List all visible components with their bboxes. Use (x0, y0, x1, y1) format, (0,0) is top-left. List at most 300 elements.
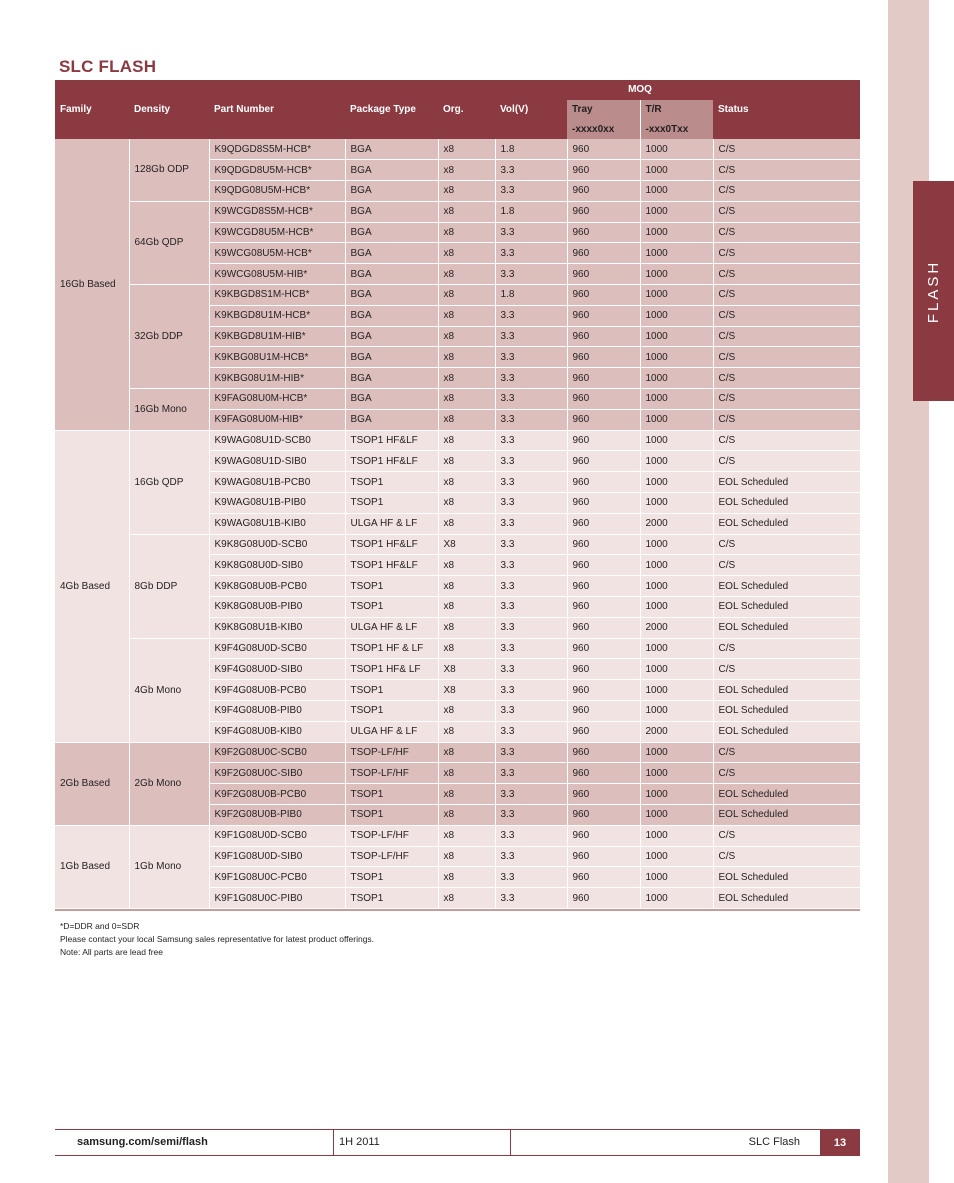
header-part-number: Part Number (209, 80, 345, 139)
vol-cell: 3.3 (495, 846, 567, 867)
tr-moq-cell: 1000 (640, 597, 713, 618)
vol-cell: 3.3 (495, 597, 567, 618)
tray-moq-cell: 960 (567, 534, 640, 555)
tray-moq-cell: 960 (567, 472, 640, 493)
package-type-cell: BGA (345, 264, 438, 285)
tr-moq-cell: 1000 (640, 534, 713, 555)
tr-moq-cell: 1000 (640, 139, 713, 160)
status-cell: C/S (713, 264, 860, 285)
package-type-cell: BGA (345, 243, 438, 264)
org-cell: x8 (438, 701, 495, 722)
density-cell: 2Gb Mono (129, 742, 209, 825)
package-type-cell: BGA (345, 368, 438, 389)
table-row (55, 825, 860, 846)
family-group (55, 430, 860, 742)
vol-cell: 3.3 (495, 326, 567, 347)
table-row (55, 638, 860, 659)
status-cell: C/S (713, 347, 860, 368)
package-type-cell: BGA (345, 285, 438, 306)
right-margin-stripe (888, 0, 929, 1183)
footnote: Note: All parts are lead free (60, 947, 164, 957)
tr-moq-cell: 1000 (640, 888, 713, 909)
tr-moq-cell: 1000 (640, 264, 713, 285)
tray-moq-cell: 960 (567, 659, 640, 680)
density-cell: 16Gb Mono (129, 389, 209, 431)
status-cell: C/S (713, 825, 860, 846)
part-number-cell: K9KBG08U1M-HIB* (209, 368, 345, 389)
org-cell: x8 (438, 576, 495, 597)
status-cell: C/S (713, 451, 860, 472)
tr-moq-cell: 1000 (640, 243, 713, 264)
tray-moq-cell: 960 (567, 139, 640, 160)
part-number-cell: K9F1G08U0C-PCB0 (209, 867, 345, 888)
tr-moq-cell: 1000 (640, 825, 713, 846)
tray-moq-cell: 960 (567, 638, 640, 659)
tr-moq-cell: 1000 (640, 555, 713, 576)
vol-cell: 3.3 (495, 534, 567, 555)
org-cell: x8 (438, 160, 495, 181)
package-type-cell: TSOP1 HF & LF (345, 638, 438, 659)
tr-moq-cell: 1000 (640, 201, 713, 222)
package-type-cell: TSOP-LF/HF (345, 742, 438, 763)
table-row (55, 742, 860, 763)
tray-moq-cell: 960 (567, 513, 640, 534)
side-tab-label: FLASH (925, 259, 943, 323)
tr-moq-cell: 1000 (640, 576, 713, 597)
tr-moq-cell: 1000 (640, 472, 713, 493)
vol-cell: 3.3 (495, 763, 567, 784)
tray-moq-cell: 960 (567, 805, 640, 826)
header-status: Status (713, 80, 860, 139)
family-group (55, 825, 860, 908)
tr-moq-cell: 1000 (640, 638, 713, 659)
package-type-cell: TSOP1 (345, 493, 438, 514)
tray-moq-cell: 960 (567, 576, 640, 597)
vol-cell: 3.3 (495, 368, 567, 389)
status-cell: EOL Scheduled (713, 617, 860, 638)
tr-moq-cell: 1000 (640, 680, 713, 701)
vol-cell: 3.3 (495, 430, 567, 451)
vol-cell: 3.3 (495, 513, 567, 534)
header-tr: T/R (640, 99, 713, 119)
tray-moq-cell: 960 (567, 888, 640, 909)
density-cell: 32Gb DDP (129, 285, 209, 389)
vol-cell: 3.3 (495, 472, 567, 493)
tray-moq-cell: 960 (567, 825, 640, 846)
org-cell: X8 (438, 534, 495, 555)
part-number-cell: K9F4G08U0B-KIB0 (209, 721, 345, 742)
org-cell: x8 (438, 201, 495, 222)
part-number-cell: K9WCGD8U5M-HCB* (209, 222, 345, 243)
package-type-cell: BGA (345, 389, 438, 410)
density-cell: 16Gb QDP (129, 430, 209, 534)
slc-flash-table (55, 80, 861, 911)
org-cell: x8 (438, 181, 495, 202)
org-cell: x8 (438, 264, 495, 285)
part-number-cell: K9K8G08U0D-SIB0 (209, 555, 345, 576)
package-type-cell: BGA (345, 409, 438, 430)
vol-cell: 3.3 (495, 181, 567, 202)
package-type-cell: TSOP1 (345, 576, 438, 597)
package-type-cell: BGA (345, 139, 438, 160)
page-title: SLC FLASH (59, 57, 157, 76)
tray-moq-cell: 960 (567, 326, 640, 347)
org-cell: x8 (438, 222, 495, 243)
tr-moq-cell: 2000 (640, 513, 713, 534)
org-cell: x8 (438, 409, 495, 430)
tr-moq-cell: 1000 (640, 493, 713, 514)
part-number-cell: K9F4G08U0D-SCB0 (209, 638, 345, 659)
footer-site-link[interactable]: samsung.com/semi/flash (77, 1136, 208, 1148)
family-cell: 4Gb Based (55, 430, 129, 742)
table-row (55, 430, 860, 451)
package-type-cell: ULGA HF & LF (345, 721, 438, 742)
page-number: 13 (820, 1129, 860, 1156)
status-cell: C/S (713, 243, 860, 264)
org-cell: x8 (438, 846, 495, 867)
part-number-cell: K9K8G08U1B-KIB0 (209, 617, 345, 638)
part-number-cell: K9WAG08U1D-SIB0 (209, 451, 345, 472)
density-cell: 8Gb DDP (129, 534, 209, 638)
tr-moq-cell: 1000 (640, 160, 713, 181)
density-cell: 128Gb ODP (129, 139, 209, 201)
part-number-cell: K9QDGD8S5M-HCB* (209, 139, 345, 160)
vol-cell: 3.3 (495, 222, 567, 243)
package-type-cell: BGA (345, 160, 438, 181)
header-family: Family (55, 80, 129, 139)
package-type-cell: BGA (345, 305, 438, 326)
part-number-cell: K9F4G08U0B-PIB0 (209, 701, 345, 722)
org-cell: x8 (438, 784, 495, 805)
package-type-cell: TSOP1 (345, 472, 438, 493)
tr-moq-cell: 1000 (640, 347, 713, 368)
package-type-cell: ULGA HF & LF (345, 513, 438, 534)
tray-moq-cell: 960 (567, 368, 640, 389)
vol-cell: 3.3 (495, 264, 567, 285)
part-number-cell: K9F1G08U0D-SIB0 (209, 846, 345, 867)
family-cell: 1Gb Based (55, 825, 129, 908)
part-number-cell: K9F2G08U0C-SCB0 (209, 742, 345, 763)
vol-cell: 3.3 (495, 451, 567, 472)
family-group (55, 742, 860, 825)
tr-moq-cell: 1000 (640, 805, 713, 826)
status-cell: EOL Scheduled (713, 805, 860, 826)
status-cell: C/S (713, 285, 860, 306)
org-cell: X8 (438, 659, 495, 680)
part-number-cell: K9F2G08U0C-SIB0 (209, 763, 345, 784)
density-cell: 1Gb Mono (129, 825, 209, 908)
vol-cell: 3.3 (495, 305, 567, 326)
status-cell: C/S (713, 555, 860, 576)
package-type-cell: TSOP1 (345, 784, 438, 805)
package-type-cell: TSOP1 (345, 701, 438, 722)
org-cell: x8 (438, 825, 495, 846)
table-row (55, 285, 860, 306)
package-type-cell: BGA (345, 181, 438, 202)
tr-moq-cell: 1000 (640, 846, 713, 867)
status-cell: EOL Scheduled (713, 597, 860, 618)
org-cell: x8 (438, 742, 495, 763)
family-cell: 2Gb Based (55, 742, 129, 825)
vol-cell: 3.3 (495, 160, 567, 181)
section-side-tab (913, 181, 954, 401)
status-cell: C/S (713, 763, 860, 784)
status-cell: EOL Scheduled (713, 867, 860, 888)
tray-moq-cell: 960 (567, 305, 640, 326)
tray-moq-cell: 960 (567, 181, 640, 202)
org-cell: x8 (438, 472, 495, 493)
header-tray: Tray (567, 99, 640, 119)
org-cell: x8 (438, 139, 495, 160)
tr-moq-cell: 1000 (640, 326, 713, 347)
part-number-cell: K9WCG08U5M-HCB* (209, 243, 345, 264)
table-row (55, 534, 860, 555)
vol-cell: 3.3 (495, 555, 567, 576)
vol-cell: 1.8 (495, 139, 567, 160)
vol-cell: 3.3 (495, 617, 567, 638)
tray-moq-cell: 960 (567, 493, 640, 514)
org-cell: x8 (438, 867, 495, 888)
header-vol: Vol(V) (495, 80, 567, 139)
tr-moq-cell: 1000 (640, 451, 713, 472)
vol-cell: 1.8 (495, 201, 567, 222)
part-number-cell: K9F1G08U0D-SCB0 (209, 825, 345, 846)
header-moq: MOQ (567, 80, 713, 99)
part-number-cell: K9QDG08U5M-HCB* (209, 181, 345, 202)
table-row (55, 389, 860, 410)
tr-moq-cell: 1000 (640, 305, 713, 326)
tray-moq-cell: 960 (567, 721, 640, 742)
org-cell: x8 (438, 597, 495, 618)
part-number-cell: K9F2G08U0B-PCB0 (209, 784, 345, 805)
tray-moq-cell: 960 (567, 285, 640, 306)
tray-moq-cell: 960 (567, 243, 640, 264)
part-number-cell: K9F2G08U0B-PIB0 (209, 805, 345, 826)
part-number-cell: K9WCG08U5M-HIB* (209, 264, 345, 285)
tr-moq-cell: 1000 (640, 763, 713, 784)
part-number-cell: K9K8G08U0B-PCB0 (209, 576, 345, 597)
tray-moq-cell: 960 (567, 389, 640, 410)
status-cell: C/S (713, 326, 860, 347)
part-number-cell: K9F1G08U0C-PIB0 (209, 888, 345, 909)
vol-cell: 3.3 (495, 701, 567, 722)
part-number-cell: K9KBGD8U1M-HIB* (209, 326, 345, 347)
tray-moq-cell: 960 (567, 597, 640, 618)
tray-moq-cell: 960 (567, 451, 640, 472)
status-cell: C/S (713, 659, 860, 680)
header-tray-suffix: -xxxx0xx (567, 119, 640, 139)
part-number-cell: K9F4G08U0D-SIB0 (209, 659, 345, 680)
status-cell: EOL Scheduled (713, 680, 860, 701)
tr-moq-cell: 1000 (640, 430, 713, 451)
tr-moq-cell: 1000 (640, 659, 713, 680)
org-cell: x8 (438, 493, 495, 514)
density-cell: 4Gb Mono (129, 638, 209, 742)
tr-moq-cell: 1000 (640, 181, 713, 202)
vol-cell: 3.3 (495, 659, 567, 680)
vol-cell: 3.3 (495, 347, 567, 368)
vol-cell: 1.8 (495, 285, 567, 306)
vol-cell: 3.3 (495, 243, 567, 264)
org-cell: x8 (438, 243, 495, 264)
org-cell: x8 (438, 721, 495, 742)
package-type-cell: BGA (345, 347, 438, 368)
vol-cell: 3.3 (495, 867, 567, 888)
org-cell: x8 (438, 888, 495, 909)
status-cell: C/S (713, 409, 860, 430)
status-cell: C/S (713, 638, 860, 659)
status-cell: C/S (713, 368, 860, 389)
status-cell: C/S (713, 534, 860, 555)
tr-moq-cell: 1000 (640, 867, 713, 888)
status-cell: C/S (713, 846, 860, 867)
part-number-cell: K9WAG08U1B-PCB0 (209, 472, 345, 493)
header-package-type: Package Type (345, 80, 438, 139)
tray-moq-cell: 960 (567, 617, 640, 638)
tr-moq-cell: 1000 (640, 784, 713, 805)
vol-cell: 3.3 (495, 784, 567, 805)
vol-cell: 3.3 (495, 888, 567, 909)
vol-cell: 3.3 (495, 721, 567, 742)
package-type-cell: TSOP1 (345, 597, 438, 618)
package-type-cell: TSOP1 (345, 680, 438, 701)
part-number-cell: K9KBGD8S1M-HCB* (209, 285, 345, 306)
header-org: Org. (438, 80, 495, 139)
part-number-cell: K9WCGD8S5M-HCB* (209, 201, 345, 222)
table-bottom-rule (55, 908, 860, 911)
org-cell: x8 (438, 763, 495, 784)
part-number-cell: K9K8G08U0B-PIB0 (209, 597, 345, 618)
part-number-cell: K9KBG08U1M-HCB* (209, 347, 345, 368)
org-cell: x8 (438, 638, 495, 659)
status-cell: C/S (713, 139, 860, 160)
part-number-cell: K9KBGD8U1M-HCB* (209, 305, 345, 326)
vol-cell: 3.3 (495, 825, 567, 846)
package-type-cell: BGA (345, 201, 438, 222)
tr-moq-cell: 1000 (640, 409, 713, 430)
org-cell: x8 (438, 305, 495, 326)
tr-moq-cell: 1000 (640, 389, 713, 410)
status-cell: C/S (713, 201, 860, 222)
footer-date: 1H 2011 (339, 1136, 380, 1148)
package-type-cell: TSOP-LF/HF (345, 825, 438, 846)
org-cell: x8 (438, 555, 495, 576)
package-type-cell: TSOP-LF/HF (345, 763, 438, 784)
tray-moq-cell: 960 (567, 201, 640, 222)
tray-moq-cell: 960 (567, 160, 640, 181)
tr-moq-cell: 2000 (640, 617, 713, 638)
org-cell: x8 (438, 389, 495, 410)
package-type-cell: TSOP1 (345, 888, 438, 909)
org-cell: x8 (438, 326, 495, 347)
org-cell: X8 (438, 680, 495, 701)
status-cell: EOL Scheduled (713, 576, 860, 597)
footer-divider (333, 1130, 334, 1155)
part-number-cell: K9WAG08U1B-PIB0 (209, 493, 345, 514)
package-type-cell: TSOP1 HF&LF (345, 534, 438, 555)
package-type-cell: TSOP1 HF&LF (345, 451, 438, 472)
tray-moq-cell: 960 (567, 222, 640, 243)
status-cell: C/S (713, 742, 860, 763)
header-density: Density (129, 80, 209, 139)
org-cell: x8 (438, 368, 495, 389)
package-type-cell: TSOP1 HF&LF (345, 430, 438, 451)
org-cell: x8 (438, 805, 495, 826)
vol-cell: 3.3 (495, 805, 567, 826)
footnotes (60, 920, 374, 959)
status-cell: EOL Scheduled (713, 784, 860, 805)
org-cell: x8 (438, 451, 495, 472)
org-cell: x8 (438, 617, 495, 638)
tray-moq-cell: 960 (567, 784, 640, 805)
footnote: *D=DDR and 0=SDR (60, 921, 140, 931)
status-cell: C/S (713, 222, 860, 243)
tray-moq-cell: 960 (567, 347, 640, 368)
tr-moq-cell: 1000 (640, 742, 713, 763)
family-cell: 16Gb Based (55, 139, 129, 430)
part-number-cell: K9K8G08U0D-SCB0 (209, 534, 345, 555)
density-cell: 64Gb QDP (129, 201, 209, 284)
package-type-cell: TSOP-LF/HF (345, 846, 438, 867)
package-type-cell: TSOP1 (345, 867, 438, 888)
tray-moq-cell: 960 (567, 763, 640, 784)
family-group (55, 139, 860, 430)
vol-cell: 3.3 (495, 638, 567, 659)
table-row (55, 201, 860, 222)
tray-moq-cell: 960 (567, 867, 640, 888)
org-cell: x8 (438, 347, 495, 368)
org-cell: x8 (438, 430, 495, 451)
tray-moq-cell: 960 (567, 680, 640, 701)
part-number-cell: K9QDGD8U5M-HCB* (209, 160, 345, 181)
vol-cell: 3.3 (495, 680, 567, 701)
tr-moq-cell: 1000 (640, 368, 713, 389)
package-type-cell: BGA (345, 222, 438, 243)
status-cell: EOL Scheduled (713, 493, 860, 514)
tray-moq-cell: 960 (567, 264, 640, 285)
package-type-cell: TSOP1 HF& LF (345, 659, 438, 680)
status-cell: C/S (713, 389, 860, 410)
footer-divider (510, 1130, 511, 1155)
part-number-cell: K9WAG08U1B-KIB0 (209, 513, 345, 534)
table-header (55, 80, 860, 139)
tr-moq-cell: 2000 (640, 721, 713, 742)
vol-cell: 3.3 (495, 742, 567, 763)
part-number-cell: K9FAG08U0M-HIB* (209, 409, 345, 430)
package-type-cell: ULGA HF & LF (345, 617, 438, 638)
page-footer (55, 1129, 860, 1156)
status-cell: C/S (713, 305, 860, 326)
header-tr-suffix: -xxx0Txx (640, 119, 713, 139)
footnote: Please contact your local Samsung sales representative for latest product offerings. (60, 934, 375, 944)
part-number-cell: K9WAG08U1D-SCB0 (209, 430, 345, 451)
tr-moq-cell: 1000 (640, 222, 713, 243)
package-type-cell: TSOP1 (345, 805, 438, 826)
tr-moq-cell: 1000 (640, 701, 713, 722)
vol-cell: 3.3 (495, 409, 567, 430)
footer-section: SLC Flash (748, 1136, 800, 1148)
status-cell: EOL Scheduled (713, 513, 860, 534)
status-cell: EOL Scheduled (713, 888, 860, 909)
package-type-cell: BGA (345, 326, 438, 347)
status-cell: C/S (713, 181, 860, 202)
status-cell: C/S (713, 430, 860, 451)
tray-moq-cell: 960 (567, 742, 640, 763)
org-cell: x8 (438, 513, 495, 534)
tr-moq-cell: 1000 (640, 285, 713, 306)
vol-cell: 3.3 (495, 389, 567, 410)
status-cell: EOL Scheduled (713, 721, 860, 742)
